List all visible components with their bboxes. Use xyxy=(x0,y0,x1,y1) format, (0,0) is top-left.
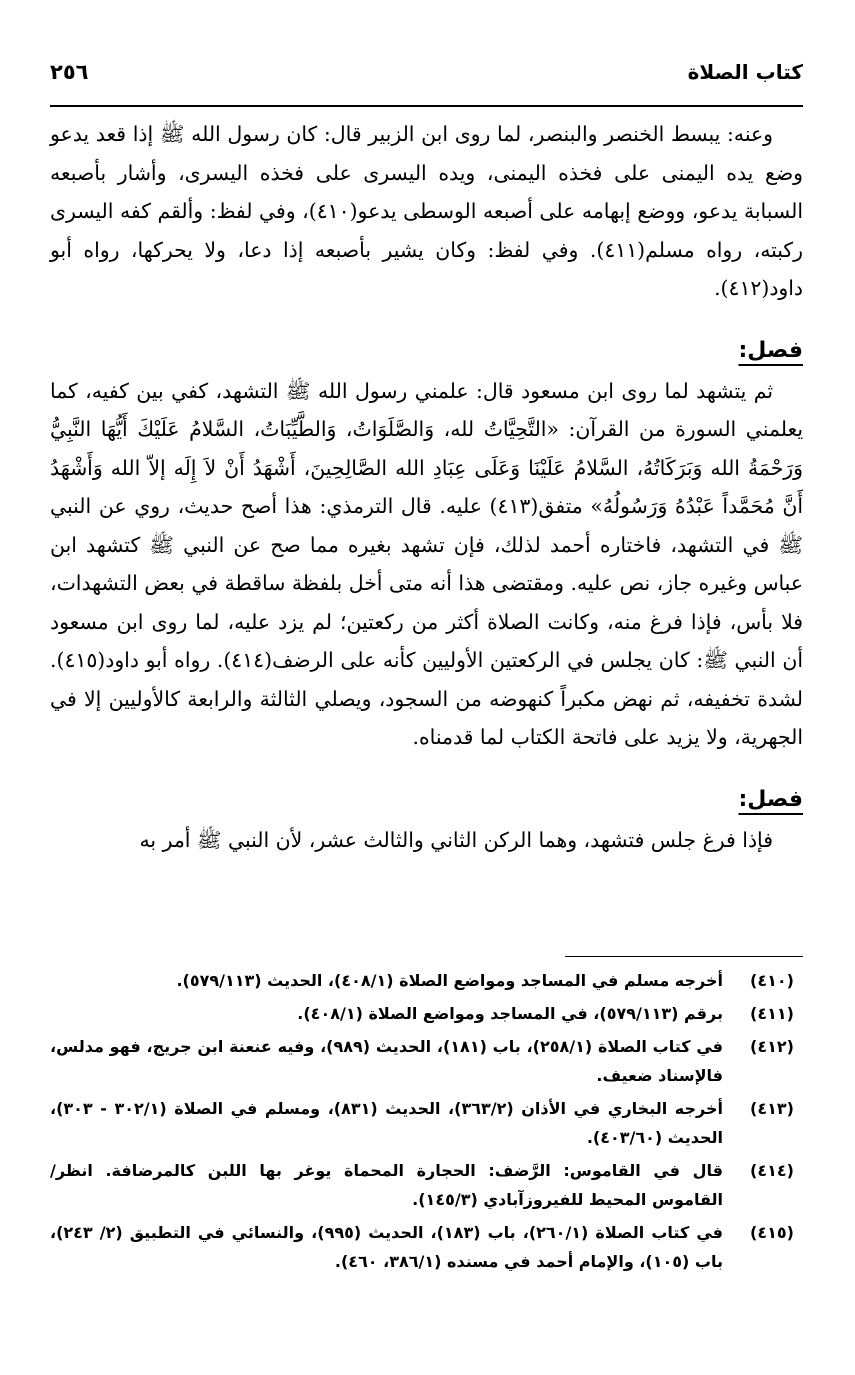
running-title: كتاب الصلاة xyxy=(687,60,803,84)
footnote-text: قال في القاموس: الرَّضف: الحجارة المحماة يوغر بها اللبن كالمرضافة. انظر/ القاموس المحيط للفيروزآبادي (١٤٥/٣). xyxy=(50,1161,723,1209)
main-text xyxy=(50,115,803,859)
footnote-text: أخرجه البخاري في الأذان (٣٦٣/٢)، الحديث (٨٣١)، ومسلم في الصلاة (٣٠٢/١ - ٣٠٣)، الحديث (٤٠٣/٦٠). xyxy=(50,1099,724,1147)
footnote-411 xyxy=(50,999,803,1028)
footnote-412 xyxy=(50,1032,803,1090)
footnote-410 xyxy=(50,966,803,995)
footnote-number: (٤١٣) xyxy=(750,1099,794,1118)
footnote-text: أخرجه مسلم في المساجد ومواضع الصلاة (٤٠٨/١)، الحديث (٥٧٩/١١٣). xyxy=(176,971,723,990)
footnote-number: (٤١١) xyxy=(750,1004,794,1023)
section-heading-1: فصل: xyxy=(738,337,803,363)
paragraph-1: وعنه: يبسط الخنصر والبنصر، لما روى ابن الزبير قال: كان رسول الله ﷺ إذا قعد يدعو وضع يده اليمنى على فخذه اليمنى، ويده اليسرى على فخذه اليسرى، وأشار بأصبعه السبابة يدعو، ووضع إبهامه على أصبعه الوسطى يدعو(٤١٠)، وفي لفظ: وألقم كفه اليسرى ركبته، رواه مسلم(٤١١). وفي لفظ: وكان يشير بأصبعه إذا دعا، ولا يحركها، رواه أبو داود(٤١٢). xyxy=(50,122,804,300)
footnote-number: (٤١٠) xyxy=(750,971,794,990)
header-divider xyxy=(50,105,803,107)
footnote-text: في كتاب الصلاة (٢٦٠/١)، باب (١٨٣)، الحديث (٩٩٥)، والنسائي في التطبيق (٢/ ٢٤٣)، باب (١٠٥)، والإمام أحمد في مسنده (٣٨٦/١، ٤٦٠). xyxy=(50,1223,723,1271)
footnotes xyxy=(50,966,803,1280)
page-number: ٢٥٦ xyxy=(50,60,89,84)
paragraph-3: فإذا فرغ جلس فتشهد، وهما الركن الثاني والثالث عشر، لأن النبي ﷺ أمر به xyxy=(139,827,773,852)
footnote-number: (٤١٢) xyxy=(750,1037,794,1056)
footnote-414 xyxy=(50,1156,803,1214)
footnote-text: في كتاب الصلاة (٢٥٨/١)، باب (١٨١)، الحديث (٩٨٩)، وفيه عنعنة ابن جريج، فهو مدلس، فالإسناد ضعيف. xyxy=(50,1037,724,1085)
footnote-divider xyxy=(565,956,803,957)
footnote-text: برقم (٥٧٩/١١٣)، في المساجد ومواضع الصلاة (٤٠٨/١). xyxy=(297,1004,723,1023)
footnote-number: (٤١٥) xyxy=(750,1223,794,1242)
footnote-413 xyxy=(50,1094,803,1152)
page-header xyxy=(50,60,803,104)
section-heading-2: فصل: xyxy=(738,786,803,812)
footnote-415 xyxy=(50,1218,803,1276)
footnote-number: (٤١٤) xyxy=(750,1161,794,1180)
paragraph-2: ثم يتشهد لما روى ابن مسعود قال: علمني رسول الله ﷺ التشهد، كفي بين كفيه، كما يعلمني السورة من القرآن: «التَّحِيَّاتُ لله، وَالصَّلَوَاتُ، وَالطَّيِّبَاتُ، السَّلامُ عَلَيْكَ أَيُّهَا النَّبِيُّ وَرَحْمَةُ الله وَبَرَكَاتُهُ، السَّلامُ عَلَيْنَا وَعَلَى عِبَادِ الله الصَّالِحِينَ، أَشْهَدُ أَنْ لاَ إِلَه إلاّ الله وَأَشْهَدُ أَنَّ مُحَمَّداً عَبْدُهُ وَرَسُولُهُ» متفق(٤١٣) عليه. قال الترمذي: هذا أصح حديث، روي عن النبي ﷺ في التشهد، فاختاره أحمد لذلك، فإن تشهد بغيره مما صح عن النبي ﷺ كتشهد ابن عباس وغيره جاز، نص عليه. ومقتضى هذا أنه متى أخل بلفظة ساقطة في بعض التشهدات، فلا بأس، فإذا فرغ منه، وكانت الصلاة أكثر من ركعتين؛ لم يزد عليه، لما روى ابن مسعود أن النبي ﷺ: كان يجلس في الركعتين الأوليين كأنه على الرضف(٤١٤). رواه أبو داود(٤١٥). لشدة تخفيفه، ثم نهض مكبراً كنهوضه من السجود، ويصلي الثالثة والرابعة كالأوليين إلا في الجهرية، ولا يزيد على فاتحة الكتاب لما قدمناه. xyxy=(50,378,803,749)
